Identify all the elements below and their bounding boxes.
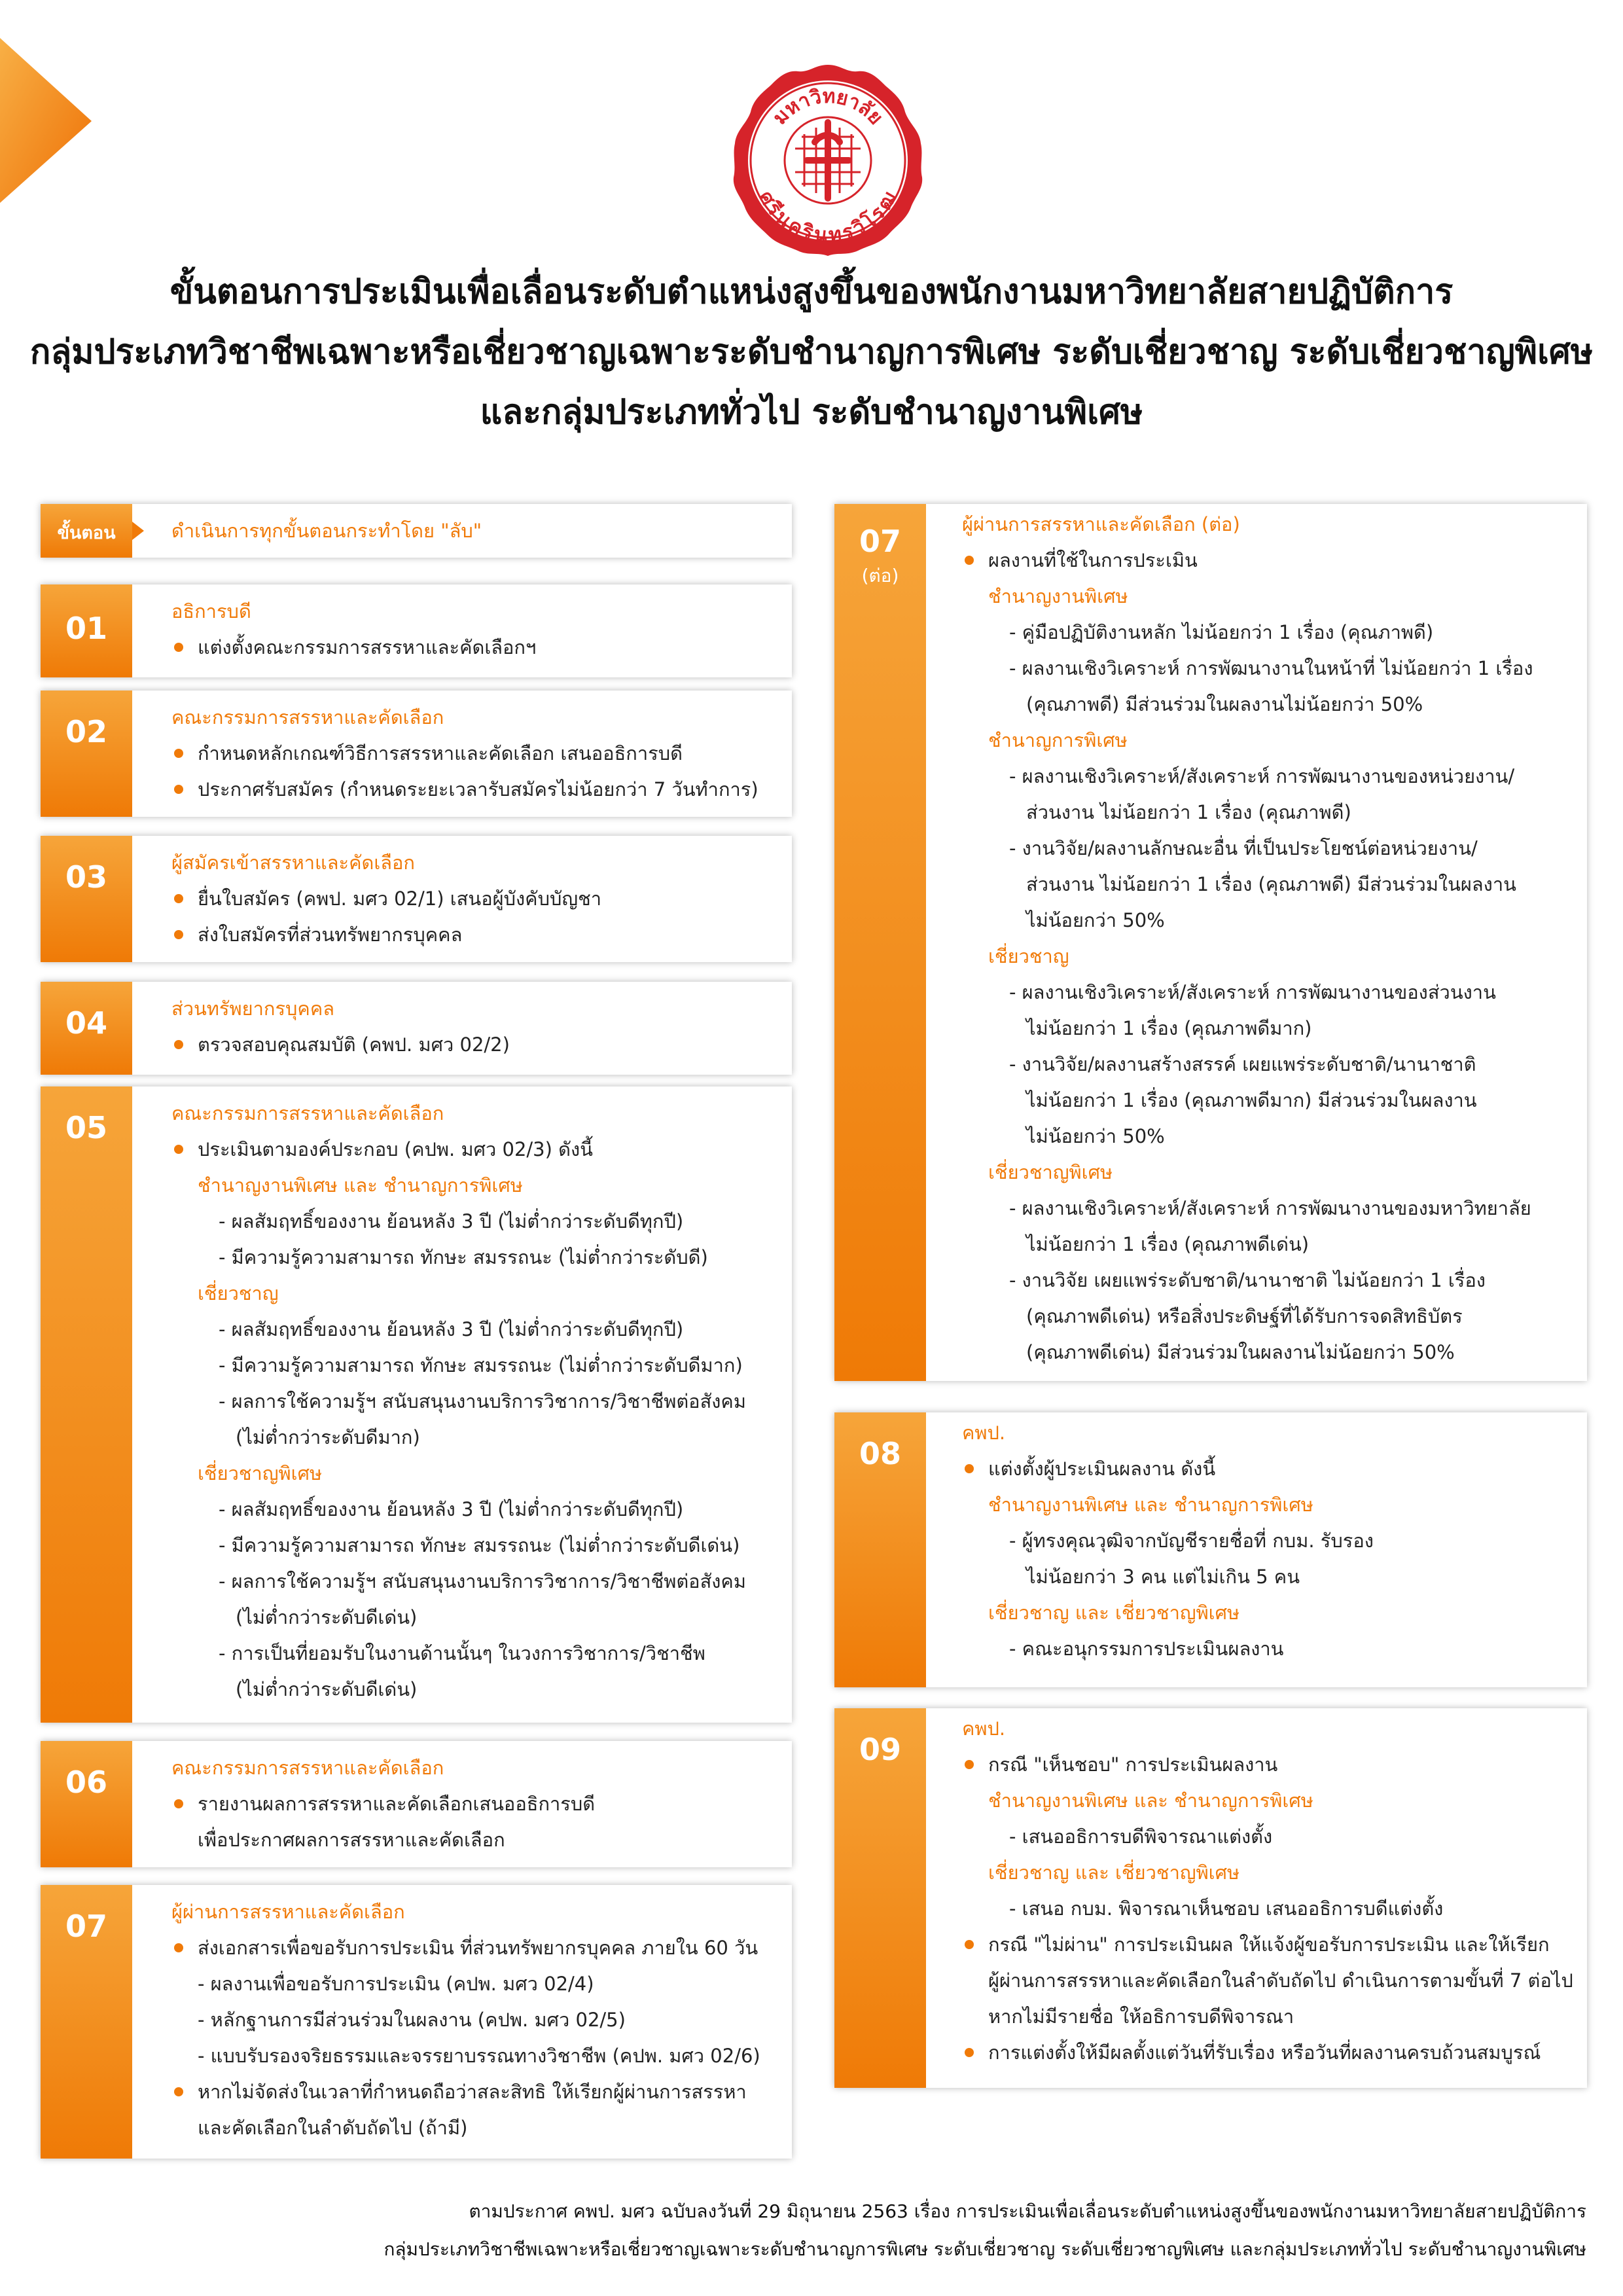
step-07-cont-bullet-1: ผลงานที่ใช้ในการประเมิน xyxy=(988,549,1198,571)
step-02-number: 02 xyxy=(65,714,107,749)
step-03-number: 03 xyxy=(65,859,107,895)
step-06-bullet-1-cont: เพื่อประกาศผลการสรรหาและคัดเลือก xyxy=(198,1829,505,1851)
step-05-item-cont: (ไม่ต่ำกว่าระดับดีมาก) xyxy=(236,1426,420,1448)
step-07-cont-item: - งานวิจัย/ผลงานลักษณะอื่น ที่เป็นประโยชน์ต่อหน่วยงาน/ xyxy=(1009,837,1478,859)
intro-tab xyxy=(41,504,132,558)
step-05-content xyxy=(171,1096,746,1708)
step-07-cont-item-cont: ส่วนงาน ไม่น้อยกว่า 1 เรื่อง (คุณภาพดี) มีส่วนร่วมในผลงาน xyxy=(1026,873,1516,895)
step-07-cont-item: - งานวิจัย/ผลงานสร้างสรรค์ เผยแพร่ระดับชาติ/นานาชาติ xyxy=(1009,1053,1476,1075)
bullet-icon xyxy=(174,2087,183,2096)
step-02-tab xyxy=(41,691,132,817)
title-line-3: และกลุ่มประเภททั่วไป ระดับชำนาญงานพิเศษ xyxy=(480,393,1143,432)
footer-line-1: ตามประกาศ คพป. มศว ฉบับลงวันที่ 29 มิถุนายน 2563 เรื่อง การประเมินเพื่อเลื่อนระดับตำแหน่งสูงขึ้นของพนักงานมหาวิทยาลัยสายปฏิบัติการ xyxy=(469,2200,1586,2222)
step-07-cont-label: (ต่อ) xyxy=(861,565,899,586)
step-08-item: - คณะอนุกรรมการประเมินผลงาน xyxy=(1009,1638,1284,1660)
university-seal-logo xyxy=(730,62,926,259)
step-07-cont-tab xyxy=(834,504,926,1381)
bullet-icon xyxy=(174,1145,183,1154)
step-09-h2: เชี่ยวชาญ และ เชี่ยวชาญพิเศษ xyxy=(988,1861,1240,1884)
step-05-item: - ผลสัมฤทธิ์ของงาน ย้อนหลัง 3 ปี (ไม่ต่ำกว่าระดับดีทุกปี) xyxy=(219,1498,684,1520)
bullet-icon xyxy=(965,1940,974,1949)
step-07-heading: ผู้ผ่านการสรรหาและคัดเลือก xyxy=(171,1901,405,1923)
step-08-heading: คพป. xyxy=(962,1422,1006,1444)
step-03-tab xyxy=(41,836,132,962)
step-06-number: 06 xyxy=(65,1765,107,1800)
step-07-cont-content xyxy=(962,507,1533,1371)
footer-line-2: กลุ่มประเภทวิชาชีพเฉพาะหรือเชี่ยวชาญเฉพาะระดับชำนาญการพิเศษ ระดับเชี่ยวชาญ ระดับเชี่ยวชาญพิเศษ และกลุ่มประเภททั่วไป ระดับชำนาญงานพิเศษ xyxy=(383,2238,1586,2260)
step-07-doc-2: - หลักฐานการมีส่วนร่วมในผลงาน (คปพ. มศว 02/5) xyxy=(198,2009,626,2031)
step-05-item: - ผลสัมฤทธิ์ของงาน ย้อนหลัง 3 ปี (ไม่ต่ำกว่าระดับดีทุกปี) xyxy=(219,1318,684,1340)
bullet-icon xyxy=(174,749,183,758)
step-05-heading: คณะกรรมการสรรหาและคัดเลือก xyxy=(171,1102,444,1124)
step-04-tab xyxy=(41,982,132,1075)
step-01-number: 01 xyxy=(65,611,107,646)
step-02-heading: คณะกรรมการสรรหาและคัดเลือก xyxy=(171,706,444,728)
intro-text: ดำเนินการทุกขั้นตอนกระทำโดย "ลับ" xyxy=(171,520,482,542)
title-line-2: กลุ่มประเภทวิชาชีพเฉพาะหรือเชี่ยวชาญเฉพาะระดับชำนาญการพิเศษ ระดับเชี่ยวชาญ ระดับเชี่ยวชาญพิเศษ xyxy=(29,332,1594,372)
step-01-heading: อธิการบดี xyxy=(171,600,251,622)
step-04-heading: ส่วนทรัพยากรบุคคล xyxy=(171,997,335,1020)
step-07-cont-item: - ผลงานเชิงวิเคราะห์/สังเคราะห์ การพัฒนางานของส่วนงาน xyxy=(1009,981,1496,1003)
bullet-icon xyxy=(965,556,974,565)
step-07-cont-h2: ชำนาญการพิเศษ xyxy=(988,729,1128,751)
step-03-bullet-2: ส่งใบสมัครที่ส่วนทรัพยากรบุคคล xyxy=(198,924,463,946)
step-05-group-2-title: เชี่ยวชาญ xyxy=(198,1282,279,1304)
intro-text-box xyxy=(171,513,482,549)
step-09-number: 09 xyxy=(859,1732,901,1767)
step-09-bullet-2-cont: หากไม่มีรายชื่อ ให้อธิการบดีพิจารณา xyxy=(988,2005,1294,2028)
step-07-cont-h1: ชำนาญงานพิเศษ xyxy=(988,585,1128,607)
step-08-bullet-1: แต่งตั้งผู้ประเมินผลงาน ดังนี้ xyxy=(988,1458,1216,1480)
step-09-h1: ชำนาญงานพิเศษ และ ชำนาญการพิเศษ xyxy=(988,1789,1313,1812)
step-07-cont-item-cont: ไม่น้อยกว่า 50% xyxy=(1026,909,1165,931)
step-09-bullet-3: การแต่งตั้งให้มีผลตั้งแต่วันที่รับเรื่อง หรือวันที่ผลงานครบถ้วนสมบูรณ์ xyxy=(988,2041,1541,2064)
intro-tab-label: ขั้นตอน xyxy=(57,523,116,543)
step-07-cont-item: - ผลงานเชิงวิเคราะห์/สังเคราะห์ การพัฒนางานของมหาวิทยาลัย xyxy=(1009,1197,1531,1219)
step-04-content xyxy=(171,991,510,1063)
step-05-number: 05 xyxy=(65,1110,107,1145)
step-07-cont-number: 07 xyxy=(859,524,901,559)
step-07-cont-item: - คู่มือปฏิบัติงานหลัก ไม่น้อยกว่า 1 เรื่อง (คุณภาพดี) xyxy=(1009,621,1434,643)
step-07-cont-item-cont: ไม่น้อยกว่า 50% xyxy=(1026,1125,1165,1147)
step-05-item-cont: (ไม่ต่ำกว่าระดับดีเด่น) xyxy=(236,1678,418,1700)
bullet-icon xyxy=(174,643,183,652)
step-07-tab xyxy=(41,1885,132,2159)
step-07-doc-1: - ผลงานเพื่อขอรับการประเมิน (คปพ. มศว 02/4) xyxy=(198,1973,594,1995)
bullet-icon xyxy=(174,894,183,903)
step-01-tab xyxy=(41,584,132,677)
step-07-cont-item-cont: ไม่น้อยกว่า 1 เรื่อง (คุณภาพดีมาก) มีส่วนร่วมในผลงาน xyxy=(1026,1089,1477,1111)
step-09-bullet-2-cont: ผู้ผ่านการสรรหาและคัดเลือกในลำดับถัดไป ดำเนินการตามขั้นที่ 7 ต่อไป xyxy=(988,1969,1573,1992)
step-09-content xyxy=(962,1711,1573,2071)
bullet-icon xyxy=(174,785,183,794)
step-05-tab xyxy=(41,1086,132,1723)
step-01-content xyxy=(171,594,536,666)
step-07-bullet-2-cont: และคัดเลือกในลำดับถัดไป (ถ้ามี) xyxy=(198,2117,468,2139)
step-08-number: 08 xyxy=(859,1436,901,1471)
step-07-cont-heading: ผู้ผ่านการสรรหาและคัดเลือก (ต่อ) xyxy=(962,513,1240,535)
step-07-cont-item-cont: (คุณภาพดีเด่น) มีส่วนร่วมในผลงานไม่น้อยกว่า 50% xyxy=(1026,1341,1455,1363)
step-03-bullet-1: ยื่นใบสมัคร (คพป. มศว 02/1) เสนอผู้บังคับบัญชา xyxy=(198,888,602,910)
bullet-icon xyxy=(174,1799,183,1808)
step-04-bullet-1: ตรวจสอบคุณสมบัติ (คพป. มศว 02/2) xyxy=(198,1033,510,1056)
step-07-cont-item-cont: (คุณภาพดีเด่น) หรือสิ่งประดิษฐ์ที่ได้รับการจดสิทธิบัตร xyxy=(1026,1305,1463,1327)
step-04-number: 04 xyxy=(65,1005,107,1041)
step-07-cont-h4: เชี่ยวชาญพิเศษ xyxy=(988,1161,1113,1183)
footer-note xyxy=(383,2193,1586,2269)
step-07-cont-item: - ผลงานเชิงวิเคราะห์/สังเคราะห์ การพัฒนางานของหน่วยงาน/ xyxy=(1009,765,1515,787)
step-05-group-1-title: ชำนาญงานพิเศษ และ ชำนาญการพิเศษ xyxy=(198,1174,523,1196)
step-02-bullet-2: ประกาศรับสมัคร (กำหนดระยะเวลารับสมัครไม่น้อยกว่า 7 วันทำการ) xyxy=(198,778,758,800)
step-02-bullet-1: กำหนดหลักเกณฑ์วิธีการสรรหาและคัดเลือก เสนออธิการบดี xyxy=(198,742,683,764)
bullet-icon xyxy=(174,1943,183,1952)
step-06-heading: คณะกรรมการสรรหาและคัดเลือก xyxy=(171,1757,444,1779)
step-08-h2: เชี่ยวชาญ และ เชี่ยวชาญพิเศษ xyxy=(988,1602,1240,1624)
step-07-cont-item-cont: ไม่น้อยกว่า 1 เรื่อง (คุณภาพดีมาก) xyxy=(1026,1017,1312,1039)
step-09-heading: คพป. xyxy=(962,1717,1006,1740)
step-07-doc-3: - แบบรับรองจริยธรรมและจรรยาบรรณทางวิชาชีพ (คปพ. มศว 02/6) xyxy=(198,2045,760,2067)
step-09-item: - เสนออธิการบดีพิจารณาแต่งตั้ง xyxy=(1009,1825,1273,1848)
step-07-cont-item-cont: ไม่น้อยกว่า 1 เรื่อง (คุณภาพดีเด่น) xyxy=(1026,1233,1310,1255)
step-07-cont-item: - ผลงานเชิงวิเคราะห์ การพัฒนางานในหน้าที่ ไม่น้อยกว่า 1 เรื่อง xyxy=(1009,657,1533,679)
step-05-item: - ผลสัมฤทธิ์ของงาน ย้อนหลัง 3 ปี (ไม่ต่ำกว่าระดับดีทุกปี) xyxy=(219,1210,684,1232)
intro-tab-arrow xyxy=(132,522,144,540)
bullet-icon xyxy=(965,2048,974,2057)
bullet-icon xyxy=(174,930,183,939)
step-09-bullet-1: กรณี "เห็นชอบ" การประเมินผลงาน xyxy=(988,1753,1278,1776)
step-05-item: - ผลการใช้ความรู้ฯ สนับสนุนงานบริการวิชาการ/วิชาชีพต่อสังคม xyxy=(219,1570,746,1592)
step-05-item: - มีความรู้ความสามารถ ทักษะ สมรรถนะ (ไม่ต่ำกว่าระดับดีเด่น) xyxy=(219,1534,740,1556)
step-05-item: - มีความรู้ความสามารถ ทักษะ สมรรถนะ (ไม่ต่ำกว่าระดับดี) xyxy=(219,1246,708,1268)
step-06-bullet-1: รายงานผลการสรรหาและคัดเลือกเสนออธิการบดี xyxy=(198,1793,596,1815)
bullet-icon xyxy=(965,1760,974,1769)
step-05-bullet-1: ประเมินตามองค์ประกอบ (คปพ. มศว 02/3) ดังนี้ xyxy=(198,1138,593,1160)
step-07-cont-item-cont: ส่วนงาน ไม่น้อยกว่า 1 เรื่อง (คุณภาพดี) xyxy=(1026,801,1351,823)
step-09-item: - เสนอ กบม. พิจารณาเห็นชอบ เสนออธิการบดีแต่งตั้ง xyxy=(1009,1897,1444,1920)
seal-bottom-text: ศรีนครินทรวิโรฒ xyxy=(754,187,902,247)
step-07-cont-item-cont: (คุณภาพดี) มีส่วนร่วมในผลงานไม่น้อยกว่า 50% xyxy=(1026,693,1423,715)
step-05-item: - ผลการใช้ความรู้ฯ สนับสนุนงานบริการวิชาการ/วิชาชีพต่อสังคม xyxy=(219,1390,746,1412)
title-line-1: ขั้นตอนการประเมินเพื่อเลื่อนระดับตำแหน่งสูงขึ้นของพนักงานมหาวิทยาลัยสายปฏิบัติการ xyxy=(169,272,1454,312)
step-08-tab xyxy=(834,1412,926,1687)
step-08-content xyxy=(962,1415,1374,1667)
corner-triangle-decoration xyxy=(0,0,92,203)
bullet-icon xyxy=(965,1464,974,1473)
step-07-bullet-1: ส่งเอกสารเพื่อขอรับการประเมิน ที่ส่วนทรัพยากรบุคคล ภายใน 60 วัน xyxy=(198,1937,758,1959)
step-08-item: - ผู้ทรงคุณวุฒิจากบัญชีรายชื่อที่ กบม. รับรอง xyxy=(1009,1530,1374,1552)
step-03-content xyxy=(171,845,601,953)
bullet-icon xyxy=(174,1040,183,1049)
step-08-h1: ชำนาญงานพิเศษ และ ชำนาญการพิเศษ xyxy=(988,1494,1313,1516)
step-07-cont-item: - งานวิจัย เผยแพร่ระดับชาติ/นานาชาติ ไม่น้อยกว่า 1 เรื่อง xyxy=(1009,1269,1486,1291)
page-title xyxy=(0,262,1623,442)
step-01-bullet-1: แต่งตั้งคณะกรรมการสรรหาและคัดเลือกฯ xyxy=(198,636,537,658)
step-05-item-cont: (ไม่ต่ำกว่าระดับดีเด่น) xyxy=(236,1606,418,1628)
step-09-bullet-2: กรณี "ไม่ผ่าน" การประเมินผล ให้แจ้งผู้ขอรับการประเมิน และให้เรียก xyxy=(988,1933,1550,1956)
seal-top-text: มหาวิทยาลัย xyxy=(768,84,887,130)
step-02-content xyxy=(171,700,758,808)
step-05-group-3-title: เชี่ยวชาญพิเศษ xyxy=(198,1462,323,1484)
step-06-content xyxy=(171,1750,595,1858)
step-07-number: 07 xyxy=(65,1909,107,1944)
step-06-tab xyxy=(41,1741,132,1867)
step-07-cont-h3: เชี่ยวชาญ xyxy=(988,945,1069,967)
step-08-item-cont: ไม่น้อยกว่า 3 คน แต่ไม่เกิน 5 คน xyxy=(1026,1566,1300,1588)
step-09-tab xyxy=(834,1708,926,2088)
step-03-heading: ผู้สมัครเข้าสรรหาและคัดเลือก xyxy=(171,852,415,874)
step-07-bullet-2: หากไม่จัดส่งในเวลาที่กำหนดถือว่าสละสิทธิ ให้เรียกผู้ผ่านการสรรหา xyxy=(198,2081,747,2103)
step-05-item: - การเป็นที่ยอมรับในงานด้านนั้นๆ ในวงการวิชาการ/วิชาชีพ xyxy=(219,1642,705,1664)
step-07-content xyxy=(171,1894,760,2146)
step-05-item: - มีความรู้ความสามารถ ทักษะ สมรรถนะ (ไม่ต่ำกว่าระดับดีมาก) xyxy=(219,1354,743,1376)
